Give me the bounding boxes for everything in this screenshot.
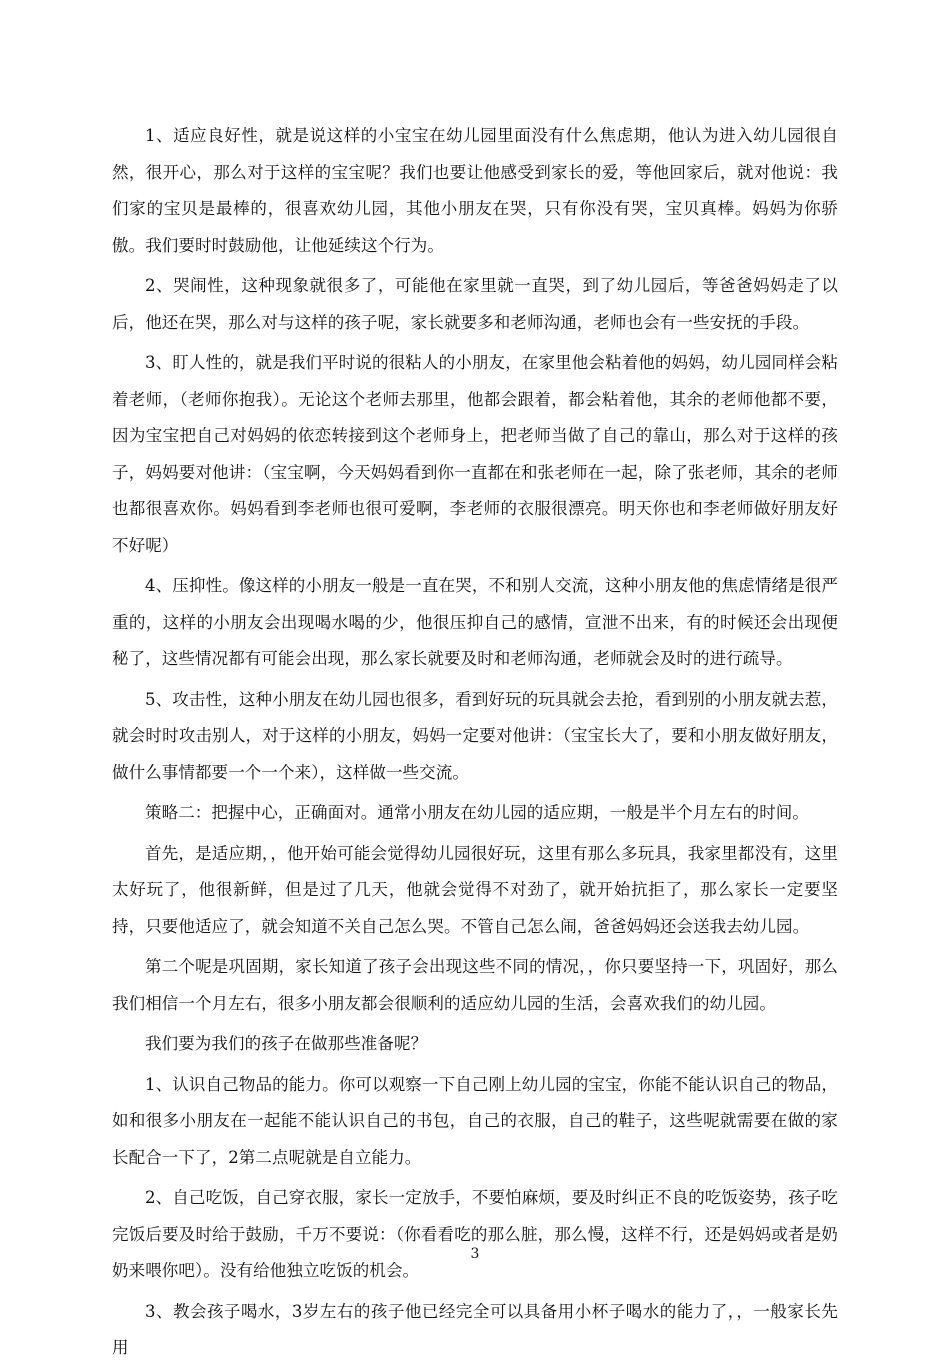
- paragraph-strategy-two: 策略二：把握中心，正确面对。通常小朋友在幼儿园的适应期，一般是半个月左右的时间。: [145, 803, 809, 822]
- body-text: [112, 118, 838, 1371]
- paragraph-crying-type: 2、哭闹性，这种现象就很多了，可能他在家里就一直哭，到了幼儿园后，等爸爸妈妈走了以后，他还在哭，那么对与这样的孩子呢，家长就要多和老师沟通，老师也会有一些安抚的手段。: [112, 276, 838, 332]
- paragraph-self-feeding: 2、自己吃饭，自己穿衣服，家长一定放手，不要怕麻烦，要及时纠正不良的吃饭姿势，孩子吃完饭后要及时给于鼓励，千万不要说：（你看看吃的那么脏，那么慢，这样不行，还是妈妈或者是奶奶来喂你吧）。没有给他独立吃饭的机会。: [112, 1188, 838, 1280]
- paragraph-adaptation-period: 首先，是适应期，，他开始可能会觉得幼儿园很好玩，这里有那么多玩具，我家里都没有，这里太好玩了，他很新鲜，但是过了几天，他就会觉得不对劲了，就开始抗拒了，那么家长一定要坚持，只要他适应了，就会知道不关自己怎么哭。不管自己怎么闹，爸爸妈妈还会送我去幼儿园。: [112, 843, 838, 936]
- paragraph-repressed-type: 4、压抑性。像这样的小朋友一般是一直在哭，不和别人交流，这种小朋友他的焦虑情绪是很严重的，这样的小朋友会出现喝水喝的少，他很压抑自己的感情，宣泄不出来，有的时候还会出现便秘了，这些情况都有可能会出现，那么家长就要及时和老师沟通，老师就会及时的进行疏导。: [112, 576, 838, 668]
- paragraph-clingy-type: 3、盯人性的，就是我们平时说的很粘人的小朋友，在家里他会粘着他的妈妈，幼儿园同样会粘着老师，（老师你抱我）。无论这个老师去那里，他都会跟着，都会粘着他，其余的老师他都不要，因为宝宝把自己对妈妈的依恋转接到这个老师身上，把老师当做了自己的靠山，那么对于这样的孩子，妈妈要对他讲：（宝宝啊，今天妈妈看到你一直都在和张老师在一起，除了张老师，其余的老师也都很喜欢你。妈妈看到李老师也很可爱啊，李老师的衣服很漂亮。明天你也和李老师做好朋友好不好呢）: [112, 353, 838, 555]
- paragraph-preparation-question: 我们要为我们的孩子在做那些准备呢？: [145, 1034, 428, 1053]
- paragraph-drinking-water: 3、教会孩子喝水，3岁左右的孩子他已经完全可以具备用小杯子喝水的能力了，，一般家长先用: [112, 1301, 838, 1357]
- paragraph-consolidation-period: 第二个呢是巩固期，家长知道了孩子会出现这些不同的情况，，你只要坚持一下，巩固好，那么我们相信一个月左右，很多小朋友都会很顺利的适应幼儿园的生活，会喜欢我们的幼儿园。: [112, 957, 838, 1013]
- paragraph-adaptive-type: 1、适应良好性，就是说这样的小宝宝在幼儿园里面没有什么焦虑期，他认为进入幼儿园很自然，很开心，那么对于这样的宝宝呢？我们也要让他感受到家长的爱，等他回家后，就对他说：我们家的宝贝是最棒的，很喜欢幼儿园，其他小朋友在哭，只有你没有哭，宝贝真棒。妈妈为你骄傲。我们要时时鼓励他，让他延续这个行为。: [112, 126, 838, 255]
- paragraph-recognize-belongings: 1、认识自己物品的能力。你可以观察一下自己刚上幼儿园的宝宝，你能不能认识自己的物品，如和很多小朋友在一起能不能认识自己的书包，自己的衣服，自己的鞋子，这些呢就需要在做的家长配合一下了，2第二点呢就是自立能力。: [112, 1074, 838, 1167]
- page-number: 3: [470, 1246, 480, 1262]
- paragraph-aggressive-type: 5、攻击性，这种小朋友在幼儿园也很多，看到好玩的玩具就会去抢，看到别的小朋友就去惹，就会时时攻击别人，对于这样的小朋友，妈妈一定要对他讲：（宝宝长大了，要和小朋友做好朋友，做什么事情都要一个一个来），这样做一些交流。: [112, 689, 838, 782]
